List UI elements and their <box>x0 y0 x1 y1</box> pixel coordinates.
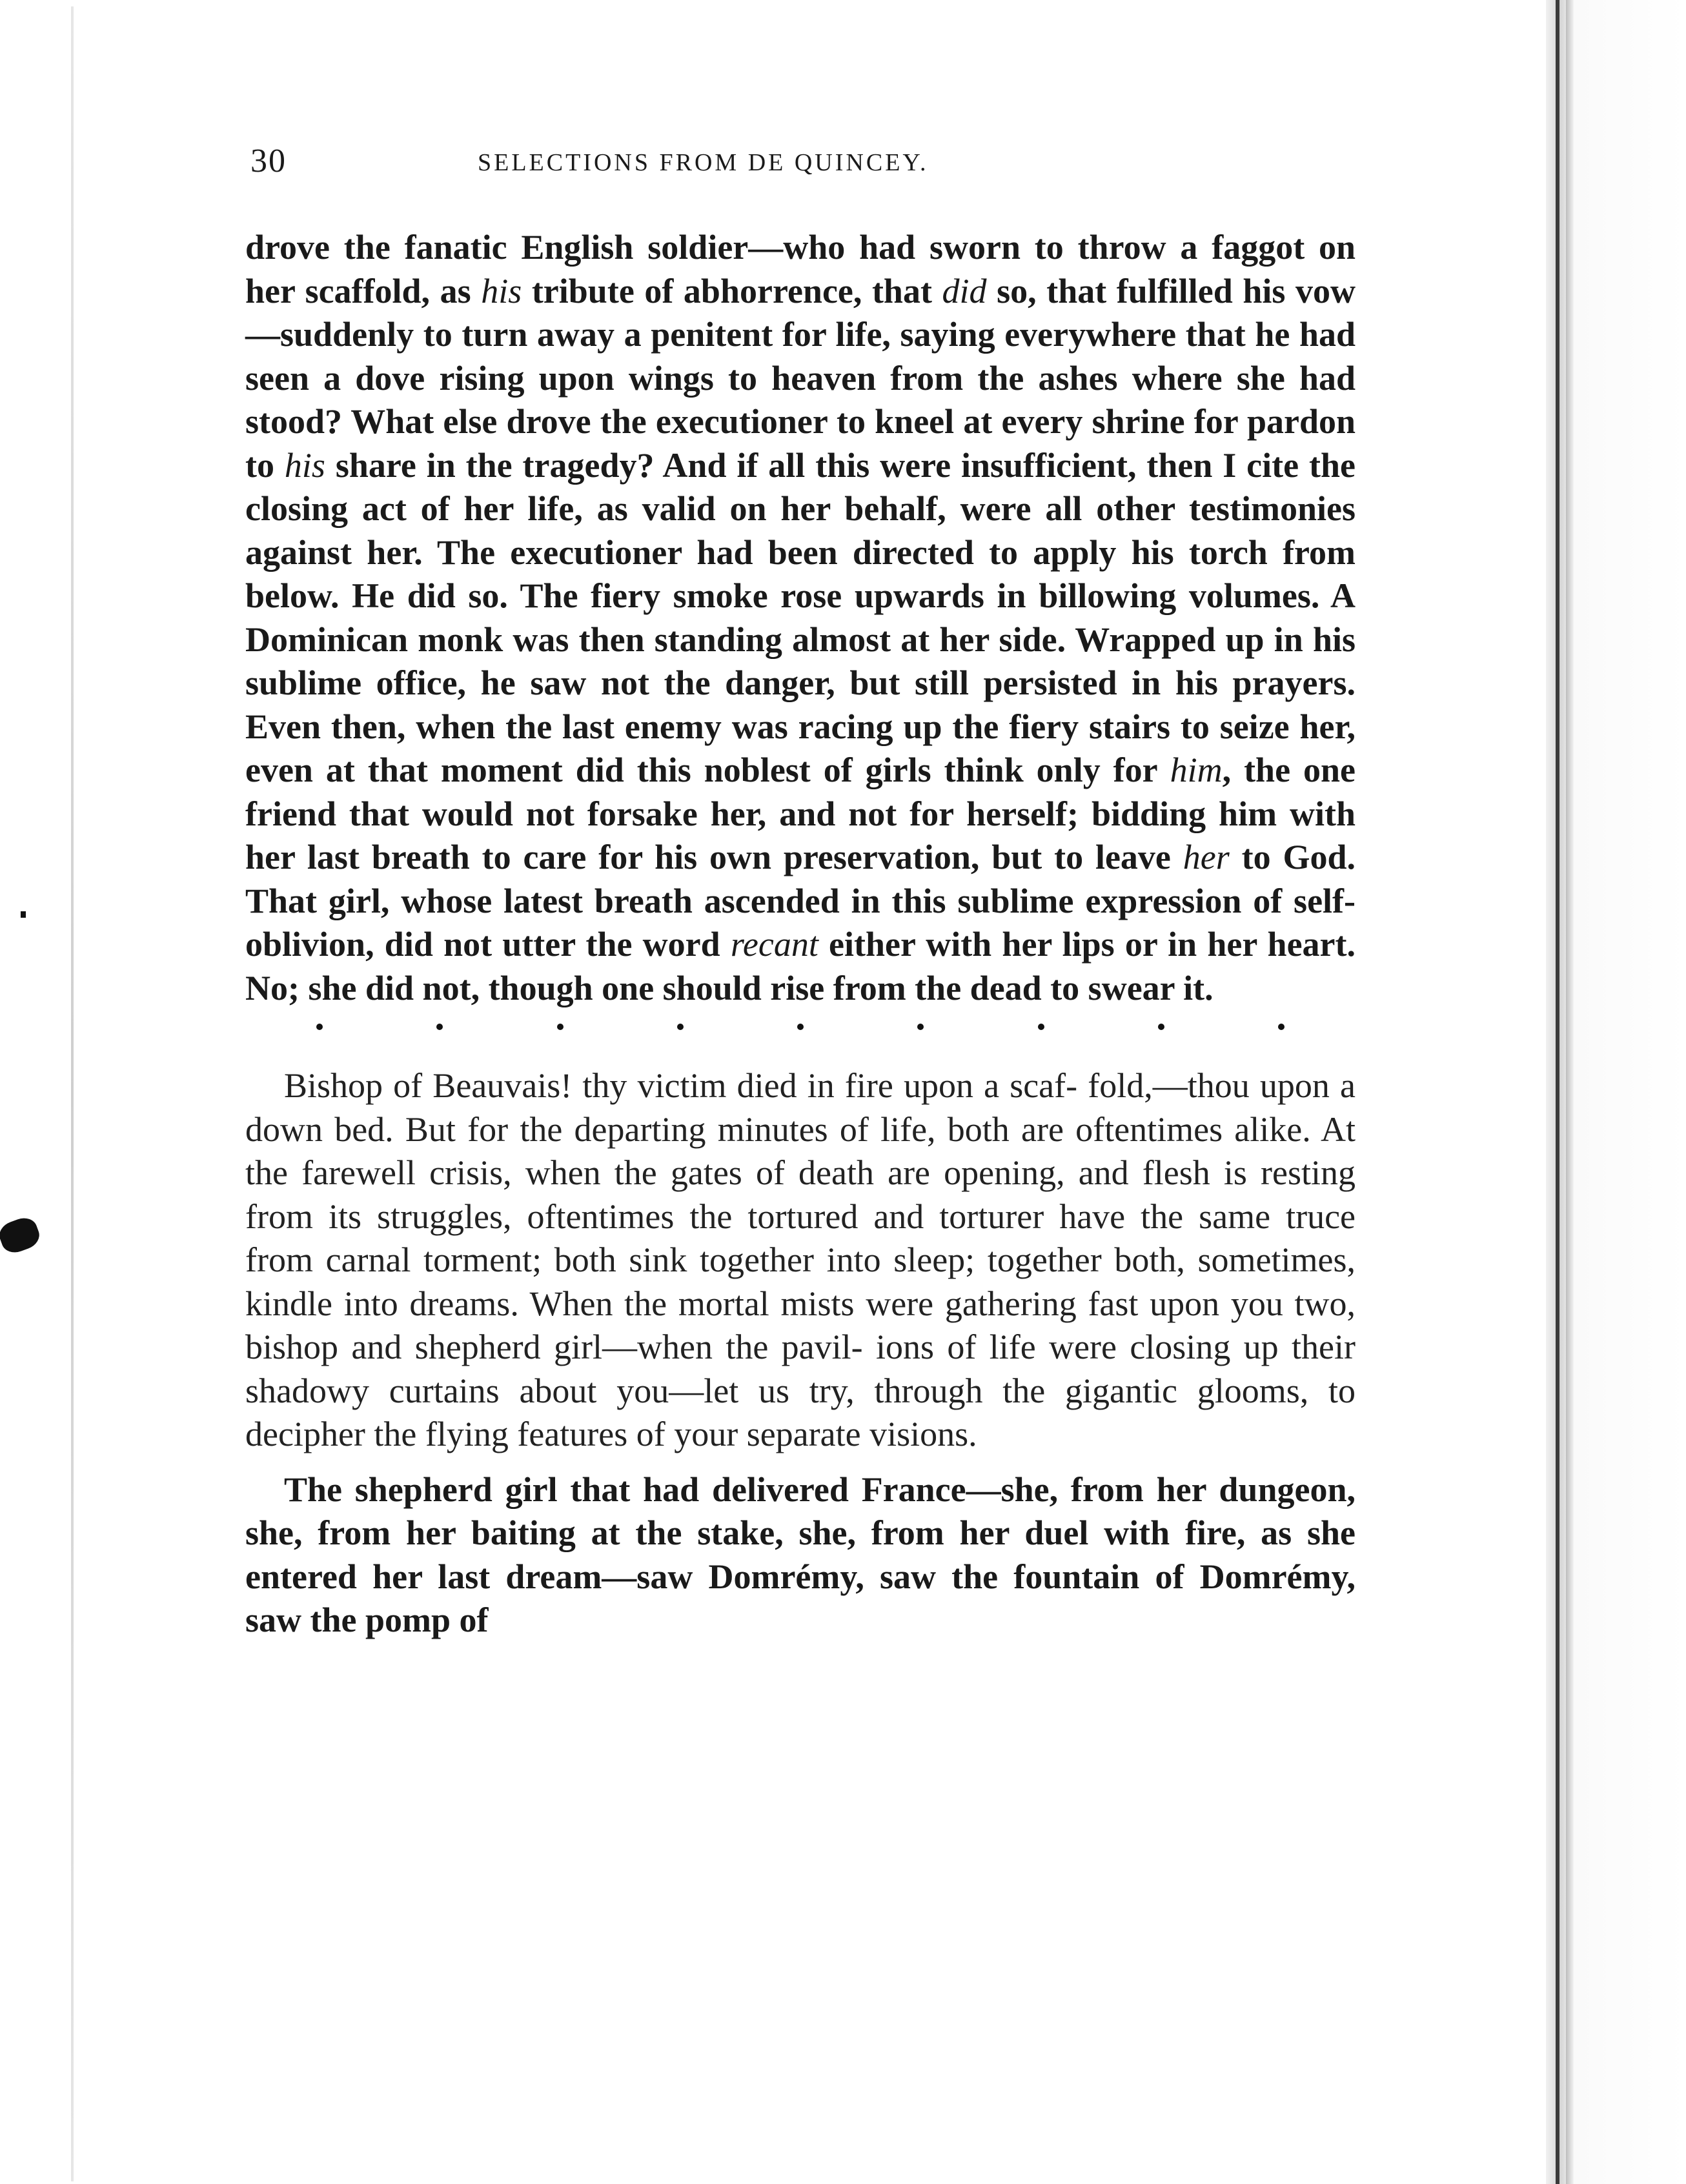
ellipsis-dot <box>917 1024 924 1030</box>
text-segment: Bishop of Beauvais! thy victim died in fire upon a scaf- <box>284 1066 1078 1105</box>
text-segment: as valid on her behalf, were all other testimonies against <box>245 489 1356 572</box>
gutter-fold <box>1566 0 1574 2184</box>
text-segment: upon you two, bishop and shepherd girl—when the pavil- <box>245 1284 1356 1366</box>
text-segment: shrine for pardon to <box>245 402 1356 485</box>
text-segment: then, when the last enemy was racing up the fiery stairs to <box>330 707 1210 746</box>
book-page <box>245 129 1356 1643</box>
paragraph-1 <box>245 226 1356 1010</box>
text-segment: penitent for life, saying everywhere that he had seen a dove <box>245 315 1356 398</box>
text-segment: you—let us try, through the gigantic glooms, to decipher <box>245 1371 1356 1453</box>
body-text <box>245 226 1356 1643</box>
text-segment: minutes of life, both are oftentimes alike. At the farewell <box>245 1109 1356 1192</box>
ellipsis-dot <box>797 1024 804 1030</box>
italic-word: him <box>1170 751 1223 789</box>
text-segment: her. The executioner had been directed to apply his torch <box>367 532 1268 572</box>
paragraph-3 <box>245 1468 1356 1643</box>
ellipsis-dot <box>316 1024 323 1030</box>
text-segment: saw not the danger, but still persisted in his prayers. Even <box>245 663 1356 746</box>
text-segment: so, that fulfilled his vow—suddenly to turn away a <box>245 271 1356 354</box>
text-segment: to God. <box>1229 838 1356 876</box>
italic-word: her <box>1183 838 1230 876</box>
italic-word: recant <box>730 925 818 964</box>
text-segment: drove the fanatic English soldier—who had sworn to throw <box>245 228 1166 267</box>
text-segment: her dungeon, she, from her baiting at the stake, she, from <box>245 1470 1356 1552</box>
text-segment: from below. He did so. The fiery smoke rose upwards in <box>245 532 1356 615</box>
text-segment: share in the tragedy? And if all <box>325 445 806 485</box>
text-segment: her duel with fire, as she entered her last dream—saw <box>245 1513 1356 1596</box>
paragraph-2 <box>245 1064 1356 1457</box>
text-segment: to care for his own preservation, but to leave <box>482 838 1183 876</box>
italic-word: his <box>284 445 325 485</box>
text-segment: rising upon wings to heaven from the ashes where she had <box>439 358 1356 398</box>
text-segment: fold,—thou upon a down bed. But for the departing <box>245 1066 1356 1149</box>
text-segment: The shepherd girl that had delivered France—she, from <box>284 1470 1144 1509</box>
text-segment: expression of self-oblivion, did not utter the word <box>245 881 1356 964</box>
text-segment: though one should rise from the dead to swear it. <box>488 968 1214 1007</box>
ellipsis-dot <box>1158 1024 1164 1030</box>
ellipsis-dot <box>557 1024 564 1030</box>
text-segment: almost at her side. Wrapped up in his sublime office, he <box>245 620 1356 702</box>
text-segment: resting from its struggles, oftentimes the tortured and <box>245 1153 1356 1236</box>
text-segment: seize her, even at that moment did this noblest of girls <box>245 707 1356 789</box>
italic-word: did <box>942 271 987 310</box>
ellipsis-dot <box>436 1024 443 1030</box>
text-segment: billowing volumes. A Dominican monk was then standing <box>245 576 1356 659</box>
text-segment: her, and not for herself; bidding him with her last breath <box>245 794 1356 876</box>
gutter-line <box>1556 0 1559 2184</box>
text-segment: ions of life were closing up their shadowy curtains about <box>245 1328 1356 1410</box>
running-title: SELECTIONS FROM DE QUINCEY. <box>478 149 929 176</box>
ellipsis-dot <box>1038 1024 1044 1030</box>
scan-margin-left <box>0 0 77 2184</box>
text-segment: think only for <box>944 751 1170 789</box>
ellipsis-dot <box>677 1024 684 1030</box>
page-number: 30 <box>250 143 287 179</box>
text-segment: stood? What else drove the executioner to kneel at every <box>245 402 1083 441</box>
page-edge-left <box>71 6 74 2181</box>
section-break-dots <box>316 1014 1285 1040</box>
text-segment: a faggot on her scaffold, as <box>245 228 1356 310</box>
italic-word: his <box>481 271 522 310</box>
text-segment: That girl, whose latest breath ascended in this sublime <box>245 881 1074 920</box>
text-segment: sink together into sleep; together both, sometimes, kindle <box>245 1240 1356 1323</box>
text-segment: crisis, when the gates of death are opening, and flesh is <box>429 1153 1247 1192</box>
text-segment: this were insufficient, then I cite the closing act of her life, <box>245 445 1356 528</box>
scan-speck <box>21 911 26 918</box>
ellipsis-dot <box>1278 1024 1285 1030</box>
running-head <box>245 129 1356 187</box>
text-segment: torturer have the same truce from carnal torment; both <box>245 1197 1356 1279</box>
text-segment: Domrémy, saw the fountain of Domrémy, saw the pomp of <box>245 1557 1356 1639</box>
text-segment: into dreams. When the mortal mists were gathering fast <box>343 1284 1139 1323</box>
text-segment: tribute of abhorrence, that <box>522 271 932 310</box>
text-segment: either with her lips or in her heart. No; she did not, <box>245 925 1356 1007</box>
text-segment: the flying features of your separate visions. <box>374 1415 977 1453</box>
text-segment: , the one friend that would not forsake <box>245 751 1356 833</box>
